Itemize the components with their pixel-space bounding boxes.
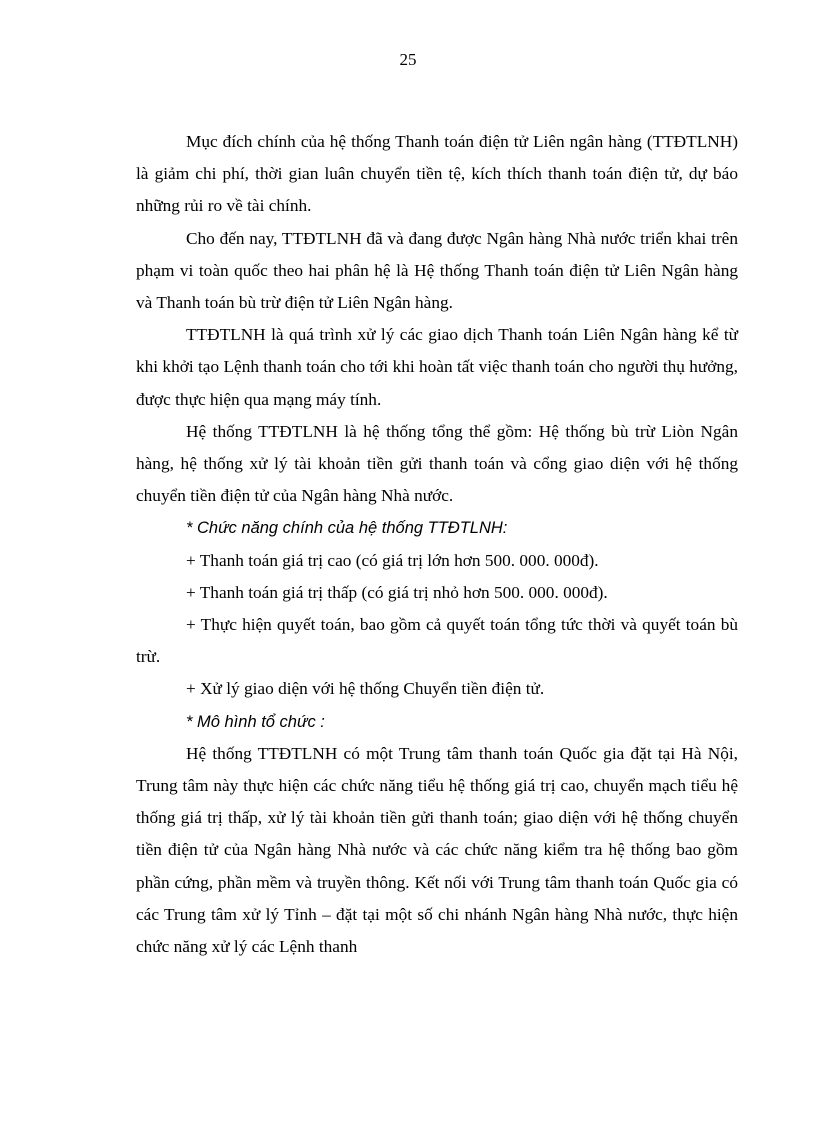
paragraph-process: TTĐTLNH là quá trình xử lý các giao dịch Thanh toán Liên Ngân hàng kể từ khi khởi tạo Lệnh thanh toán cho tới khi hoàn tất việc thanh toán cho người thụ hưởng, được thực hiện qua mạng máy tính.	[136, 325, 738, 409]
function-item: + Xử lý giao diện với hệ thống Chuyển tiền điện tử.	[186, 679, 545, 699]
page-number: 25	[399, 50, 417, 69]
function-item: + Thanh toán giá trị thấp (có giá trị nhỏ hơn 500. 000. 000đ).	[186, 582, 608, 602]
model-heading: * Mô hình tổ chức :	[186, 712, 325, 731]
paragraph-model: Hệ thống TTĐTLNH có một Trung tâm thanh toán Quốc gia đặt tại Hà Nội, Trung tâm này thực hiện các chức năng tiểu hệ thống giá trị cao, chuyển mạch tiểu hệ thống giá trị thấp, xử lý tài khoản tiền gửi thanh toán; giao diện với hệ thống chuyển tiền điện tử của Ngân hàng Nhà nước và các chức năng kiểm tra hệ thống bao gồm phần cứng, phần mềm và truyền thông. Kết nối với Trung tâm thanh toán Quốc gia có các Trung tâm xử lý Tỉnh – đặt tại một số chi nhánh Ngân hàng Nhà nước, thực hiện chức năng xử lý các Lệnh thanh	[136, 743, 738, 957]
paragraph-deployment: Cho đến nay, TTĐTLNH đã và đang được Ngân hàng Nhà nước triển khai trên phạm vi toàn quốc theo hai phân hệ là Hệ thống Thanh toán điện tử Liên Ngân hàng và Thanh toán bù trừ điện tử Liên Ngân hàng.	[136, 228, 738, 313]
paragraph-purpose: Mục đích chính của hệ thống Thanh toán điện tử Liên ngân hàng (TTĐTLNH) là giảm chi phí, thời gian luân chuyển tiền tệ, kích thích thanh toán điện tử, dự báo những rủi ro về tài chính.	[136, 132, 738, 216]
document-body	[136, 126, 738, 963]
paragraph-system-overview: Hệ thống TTĐTLNH là hệ thống tổng thể gồm: Hệ thống bù trừ Liòn Ngân hàng, hệ thống xử lý tài khoản tiền gửi thanh toán và cổng giao diện với hệ thống chuyển tiền điện tử của Ngân hàng Nhà nước.	[136, 421, 738, 506]
function-item: + Thực hiện quyết toán, bao gồm cả quyết toán tổng tức thời và quyết toán bù trừ.	[136, 615, 738, 667]
functions-heading: * Chức năng chính của hệ thống TTĐTLNH:	[186, 519, 508, 538]
function-item: + Thanh toán giá trị cao (có giá trị lớn hơn 500. 000. 000đ).	[186, 550, 599, 570]
